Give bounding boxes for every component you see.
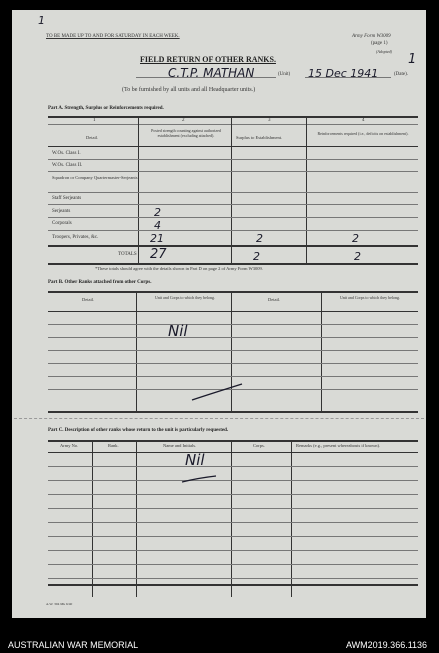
row-rule: [48, 536, 418, 537]
part-b-strike-mark: [190, 380, 246, 404]
row-rule: [48, 550, 418, 551]
part-b-col-unit-2: Unit and Corps to which they belong.: [339, 295, 401, 300]
row-serjeants: Serjeants: [52, 209, 71, 214]
form-title: FIELD RETURN OF OTHER RANKS.: [140, 55, 276, 64]
perforation-line: [14, 418, 424, 419]
col-num-1: 1: [93, 118, 96, 123]
instruction-text: (To be furnished by all units and all Headquarter units.): [122, 87, 256, 93]
row-rule: [48, 217, 418, 218]
part-c-title: Part C. Description of other ranks whose return to the unit is particularly requested.: [48, 428, 229, 433]
part-b-vline-1: [136, 292, 137, 412]
part-a-bottom-rule: [48, 263, 418, 265]
col-header-posted: Posted strength counting against authorized establishment (excluding attached).: [151, 128, 221, 138]
col-num-rule: [48, 124, 418, 125]
totals-label: TOTALS: [118, 252, 137, 257]
corner-mark-right: 1: [408, 52, 417, 67]
row-wo1: W.Os. Class I.: [52, 151, 81, 156]
row-staff-serjeants: Staff Serjeants: [52, 196, 82, 201]
part-a-vline-2: [231, 117, 232, 263]
part-b-bottom-rule: [48, 411, 418, 413]
part-b-title: Part B. Other Ranks attached from other Corps.: [48, 280, 152, 285]
row-rule: [48, 204, 418, 205]
row-rule: [48, 508, 418, 509]
part-c-header-rule: [48, 452, 418, 453]
value-total-reinf: 2: [354, 250, 361, 263]
row-rule: [48, 230, 418, 231]
part-b-vline-3: [321, 292, 322, 412]
date-handwritten: 15 Dec 1941: [308, 67, 379, 80]
form-ref: Army Form W3009: [352, 34, 391, 39]
totals-note: *These totals should agree with the details shown in Part D on page 2 of Army Form W3009.: [95, 266, 263, 271]
value-total-posted: 27: [150, 247, 167, 262]
part-b-col-detail-2: Detail.: [268, 297, 281, 302]
totals-rule: [48, 245, 418, 247]
part-b-nil: Nil: [168, 322, 188, 340]
row-rule: [48, 466, 418, 467]
row-rule: [48, 363, 418, 364]
part-a-vline-3: [306, 117, 307, 263]
page-number: (page 1): [371, 41, 388, 46]
value-troopers-surplus: 2: [256, 232, 263, 245]
row-rule: [48, 192, 418, 193]
row-troopers: Troopers, Privates, &c.: [52, 235, 99, 240]
part-c-nil: Nil: [185, 451, 205, 469]
unit-handwritten: C.T.P. MATHAN: [168, 66, 255, 80]
col-header-surplus: Surplus to Establishment.: [236, 135, 283, 140]
col-num-4: 4: [362, 118, 365, 123]
row-rule: [48, 159, 418, 160]
unit-label: (Unit): [278, 72, 291, 77]
adopted-label: (Adopted): [376, 49, 392, 54]
part-c-vline-4: [291, 441, 292, 597]
top-note: TO BE MADE UP TO AND FOR SATURDAY IN EACH WEEK.: [46, 34, 180, 39]
date-label: (Date).: [394, 72, 409, 77]
value-troopers-reinf: 2: [352, 232, 359, 245]
value-troopers-posted: 21: [150, 232, 164, 245]
part-c-vline-3: [231, 441, 232, 597]
part-b-top-rule: [48, 291, 418, 293]
col-header-reinforcements: Reinforcements required (i.e., deficits on establishment).: [317, 131, 409, 136]
col-num-3: 3: [268, 118, 271, 123]
part-c-top-rule: [48, 440, 418, 442]
part-a-title: Part A. Strength, Surplus or Reinforcements required.: [48, 106, 164, 111]
row-cqms: Squadron or Company Quartermaster-Serjeants: [52, 175, 138, 180]
col-header-detail: Detail.: [86, 135, 99, 140]
value-total-surplus: 2: [253, 250, 260, 263]
row-rule: [48, 564, 418, 565]
part-b-header-rule: [48, 311, 418, 312]
row-rule: [48, 578, 418, 579]
corner-mark: 1: [38, 14, 45, 27]
row-rule: [48, 494, 418, 495]
row-corporals: Corporals: [52, 221, 72, 226]
row-rule: [48, 350, 418, 351]
row-rule: [48, 376, 418, 377]
part-a-vline-1: [138, 117, 139, 263]
row-rule: [48, 480, 418, 481]
col-num-2: 2: [182, 118, 185, 123]
row-rule: [48, 324, 418, 325]
row-wo2: W.Os. Class II.: [52, 163, 83, 168]
value-serjeants-posted: 2: [154, 206, 161, 219]
part-c-col-rank: Rank.: [108, 443, 119, 448]
part-c-vline-1: [92, 441, 93, 597]
footer-institution: AUSTRALIAN WAR MEMORIAL: [8, 640, 139, 650]
date-line: [305, 77, 391, 78]
form-page: [12, 10, 426, 618]
unit-line: [136, 77, 276, 78]
part-c-col-name: Name and Initials.: [163, 443, 197, 448]
part-c-underline-mark: [180, 472, 220, 486]
part-c-vline-2: [136, 441, 137, 597]
part-c-col-corps: Corps.: [253, 443, 265, 448]
row-rule: [48, 171, 418, 172]
part-c-col-remarks: Remarks (e.g., present whereabouts if known).: [296, 443, 381, 448]
part-c-col-army-no: Army No.: [60, 443, 79, 448]
row-rule: [48, 337, 418, 338]
part-c-bottom-rule: [48, 584, 418, 586]
print-code: A.W. 304 Mk 6/40: [46, 602, 73, 606]
header-rule: [48, 146, 418, 147]
archive-footer: [0, 618, 439, 653]
part-b-col-detail-1: Detail.: [82, 297, 95, 302]
row-rule: [48, 522, 418, 523]
part-b-col-unit-1: Unit and Corps to which they belong.: [154, 295, 216, 300]
value-corporals-posted: 4: [154, 219, 161, 232]
footer-accession: AWM2019.366.1136: [346, 640, 428, 650]
